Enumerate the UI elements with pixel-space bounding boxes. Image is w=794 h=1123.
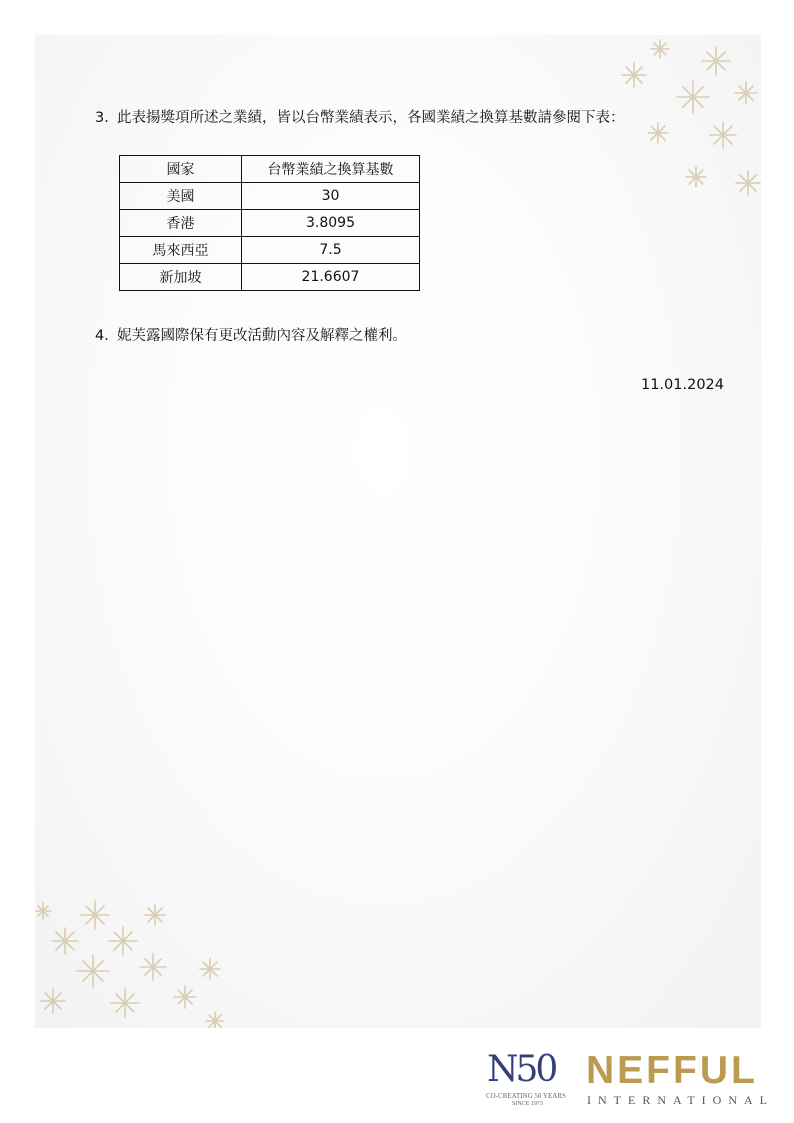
- table-row: [120, 183, 420, 210]
- cell-country: 香港: [120, 210, 242, 237]
- table-row: [120, 264, 420, 291]
- clause-4: [95, 326, 407, 346]
- n50-anniversary-mark: N50: [487, 1049, 556, 1090]
- clause-4-number: 4.: [95, 328, 109, 344]
- header-country: 國家: [120, 156, 242, 183]
- cell-country: 美國: [120, 183, 242, 210]
- clause-3-text: 此表揚獎項所述之業績，皆以台幣業績表示，各國業績之換算基數請參閱下表：: [117, 110, 625, 126]
- anniversary-tagline: CO-CREATING 50 YEARS: [486, 1092, 566, 1100]
- brand-name: NEFFUL: [586, 1049, 758, 1092]
- clause-3: [95, 108, 625, 128]
- header-conversion-rate: 台幣業績之換算基數: [242, 156, 420, 183]
- clause-4-text: 妮芙露國際保有更改活動內容及解釋之權利。: [117, 328, 407, 344]
- cell-country: 新加坡: [120, 264, 242, 291]
- table-row: [120, 237, 420, 264]
- conversion-rate-table: [119, 155, 420, 291]
- cell-rate: 21.6607: [242, 264, 420, 291]
- cell-rate: 7.5: [242, 237, 420, 264]
- anniversary-since: SINCE 1973: [512, 1101, 543, 1107]
- cell-rate: 3.8095: [242, 210, 420, 237]
- nefful-logo: [485, 1049, 774, 1112]
- clause-3-number: 3.: [95, 110, 109, 126]
- cell-country: 馬來西亞: [120, 237, 242, 264]
- document-date: 11.01.2024: [640, 377, 724, 393]
- table-row: [120, 210, 420, 237]
- brand-subtitle: INTERNATIONAL: [587, 1093, 774, 1107]
- table-header-row: [120, 156, 420, 183]
- sparkle-pattern-bottom: [35, 893, 235, 1028]
- cell-rate: 30: [242, 183, 420, 210]
